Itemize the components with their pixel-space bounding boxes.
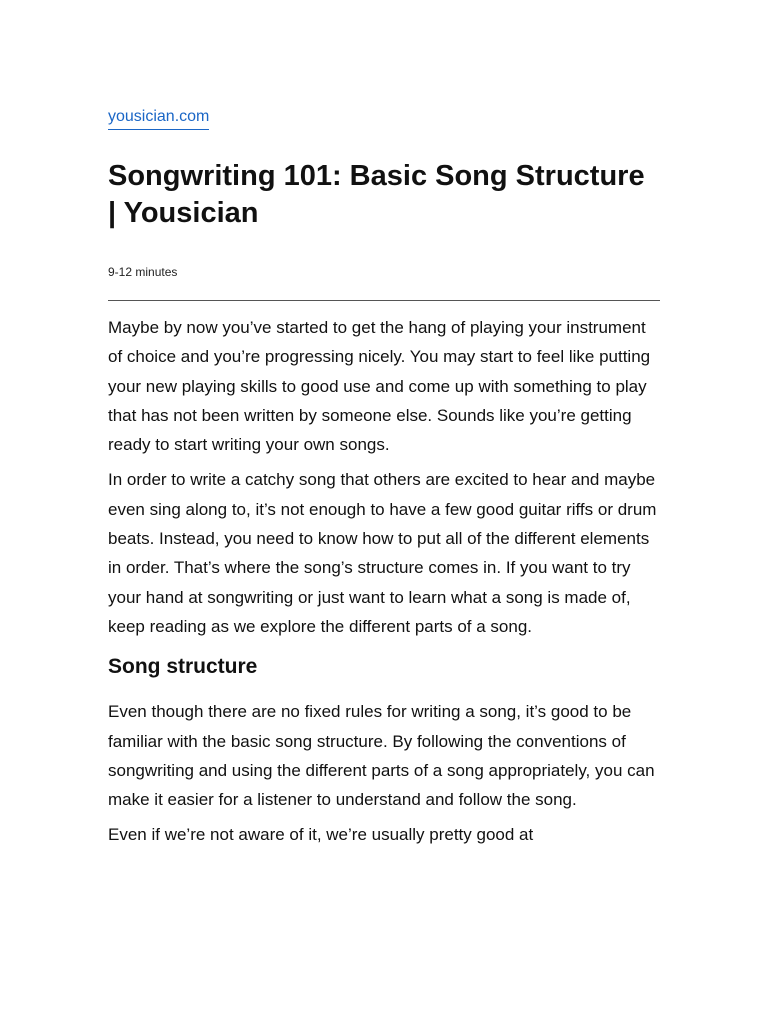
paragraph: In order to write a catchy song that others are excited to hear and maybe even sing along to, it’s not enough to have a few good guitar riffs or drum beats. Instead, you need to know how to put all of the different elements in order. That’s where the song’s structure comes in. If you want to try your hand at songwriting or just want to learn what a song is made of, keep reading as we explore the different parts of a song. bbox=[108, 470, 657, 636]
article-title: Songwriting 101: Basic Song Structure | Yousician bbox=[108, 160, 645, 229]
paragraph: Maybe by now you’ve started to get the hang of playing your instrument of choice and you’re progressing nicely. You may start to feel like putting your new playing skills to good use and come up with something to play that has not been written by someone else. Sounds like you’re getting ready to start writing your own songs. bbox=[108, 318, 651, 455]
article-body bbox=[108, 313, 660, 856]
source-link[interactable]: yousician.com bbox=[108, 107, 209, 130]
section-heading: Song structure bbox=[108, 655, 258, 679]
title-divider bbox=[108, 300, 660, 301]
read-time: 9-12 minutes bbox=[108, 265, 178, 279]
paragraph: Even though there are no fixed rules for writing a song, it’s good to be familiar with the basic song structure. By following the conventions of songwriting and using the different parts of a song appropriately, you can make it easier for a listener to understand and follow the song. bbox=[108, 702, 655, 810]
paragraph: Even if we’re not aware of it, we’re usually pretty good at bbox=[108, 825, 534, 845]
